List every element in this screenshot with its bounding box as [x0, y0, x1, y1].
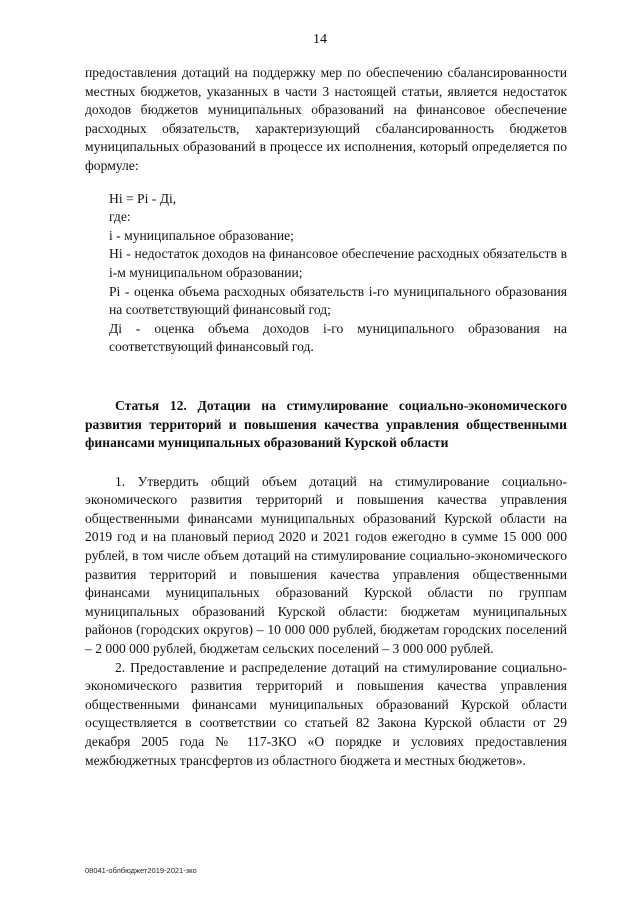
- definition-pi: Pi - оценка объема расходных обязательств i-го муниципального образования на соответствующий финансовый год;: [109, 283, 567, 318]
- page-number: 14: [313, 32, 327, 47]
- where-label: где:: [109, 209, 131, 225]
- formula: Hi = Pi - Дi,: [109, 190, 177, 206]
- definition-di: Дi - оценка объема доходов i-го муниципального образования на соответствующий финансовый год.: [109, 320, 567, 355]
- article-paragraph-1: 1. Утвердить общий объем дотаций на стимулирование социально-экономического развития территорий и повышения качества управления общественными финансами муниципальных образований Курской области на 2019 год и на плановый период 2020 и 2021 годов ежегодно в сумме 15 000 000 рублей, в том числе объем дотаций на стимулирование социально-экономического развития территорий и повышения качества управления общественными финансами муниципальных образований Курской области по группам муниципальных образований Курской области: бюджетам муниципальных районов (городских округов) – 10 000 000 рублей, бюджетам городских поселений – 2 000 000 рублей, бюджетам сельских поселений – 3 000 000 рублей.: [85, 473, 567, 657]
- article-body: [85, 473, 567, 771]
- article-paragraph-2: 2. Предоставление и распределение дотаций на стимулирование социально-экономического развития территорий и повышения качества управления общественными финансами муниципальных образований Курской области осуществляется в соответствии со статьей 82 Закона Курской области от 29 декабря 2005 года № 117-ЗКО «О порядке и условиях предоставления межбюджетных трансфертов из областного бюджета и местных бюджетов».: [85, 659, 567, 768]
- intro-paragraph: предоставления дотаций на поддержку мер по обеспечению сбалансированности местных бюджетов, указанных в части 3 настоящей статьи, является недостаток доходов бюджетов муниципальных образований на финансовое обеспечение расходных обязательств, характеризующий сбалансированность бюджетов муниципальных образований в процессе их исполнения, который определяется по формуле:: [85, 65, 567, 173]
- document-body: [85, 64, 567, 770]
- formula-block: [85, 190, 567, 357]
- definition-i: i - муниципальное образование;: [109, 227, 294, 243]
- definition-hi: Hi - недостаток доходов на финансовое обеспечение расходных обязательств в i-м муниципальном образовании;: [109, 246, 567, 280]
- article-heading: Статья 12. Дотации на стимулирование социально-экономического развития территорий и повышения качества управления общественными финансами муниципальных образований Курской области: [85, 397, 567, 451]
- footer-file-code: 08041-облбюджет2019-2021-зко: [85, 866, 197, 875]
